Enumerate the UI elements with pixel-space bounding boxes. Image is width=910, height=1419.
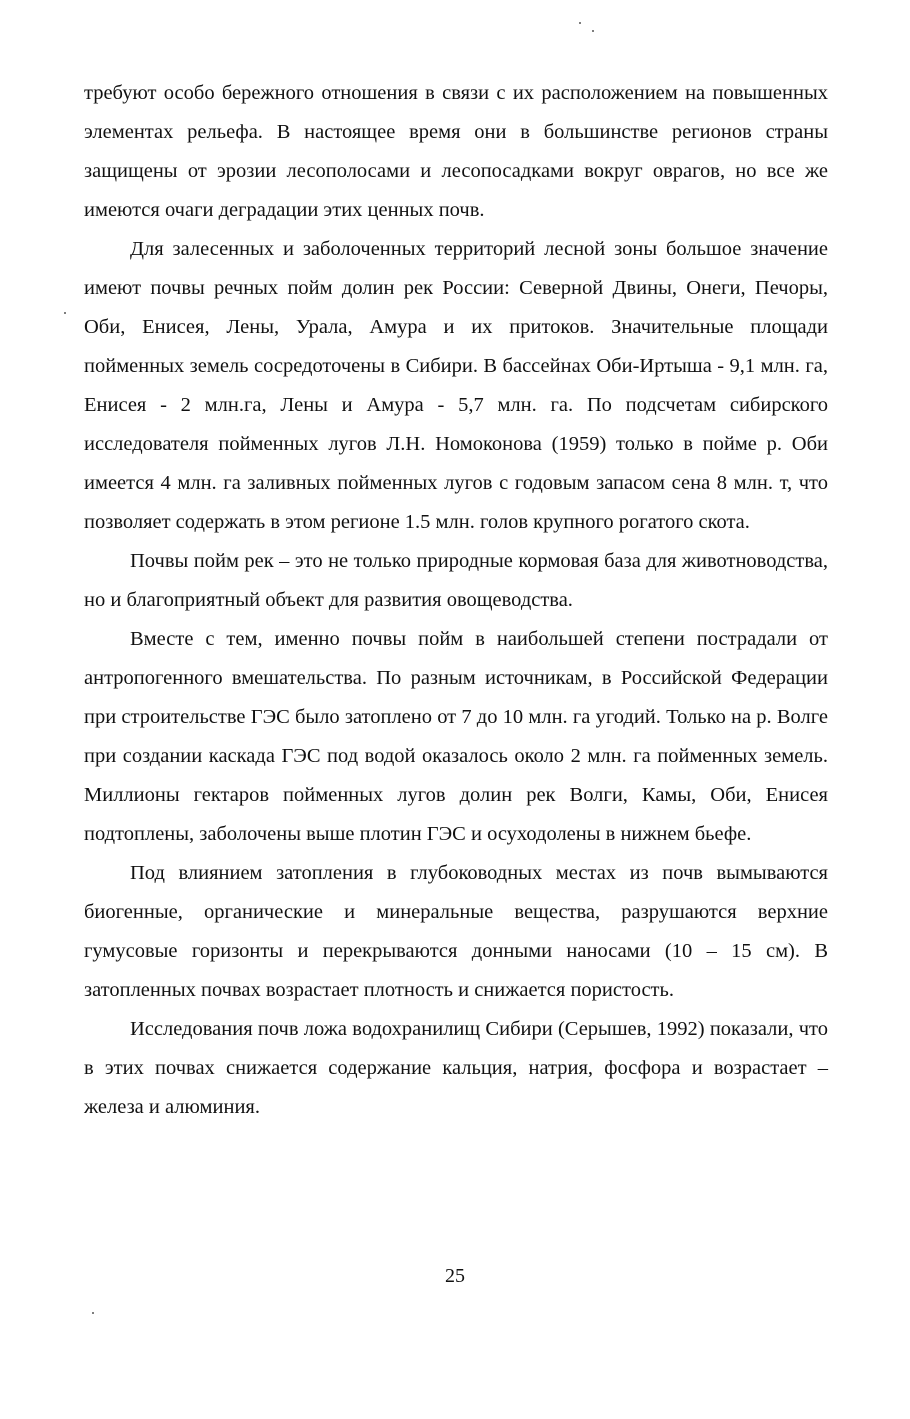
scan-speck <box>64 312 66 314</box>
page-body <box>84 74 828 1127</box>
paragraph-2: Для залесенных и заболоченных территорий лесной зоны большое значение имеют почвы речных пойм долин рек России: Северной Двины, Онеги, Печоры, Оби, Енисея, Лены, Урала, Амура и их притоков. Значительные площади пойменных земель сосредоточены в Сибири. В бассейнах Оби-Иртыша - 9,1 млн. га, Енисея - 2 млн.га, Лены и Амура - 5,7 млн. га. По подсчетам сибирского исследователя пойменных лугов Л.Н. Номоконова (1959) только в пойме р. Оби имеется 4 млн. га заливных пойменных лугов с годовым запасом сена 8 млн. т, что позволяет содержать в этом регионе 1.5 млн. голов крупного рогатого скота. <box>84 238 828 533</box>
paragraph-3: Почвы пойм рек – это не только природные кормовая база для животноводства, но и благоприятный объект для развития овощеводства. <box>84 550 828 611</box>
scan-speck <box>592 30 594 32</box>
scan-speck <box>92 1312 94 1314</box>
scan-speck <box>579 22 581 24</box>
paragraph-6: Исследования почв ложа водохранилищ Сибири (Серышев, 1992) показали, что в этих почвах снижается содержание кальция, натрия, фосфора и возрастает – железа и алюминия. <box>84 1018 828 1118</box>
page-number: 25 <box>445 1265 465 1287</box>
paragraph-1: требуют особо бережного отношения в связи с их расположением на повышенных элементах рельефа. В настоящее время они в большинстве регионов страны защищены от эрозии лесополосами и лесопосадками вокруг оврагов, но все же имеются очаги деградации этих ценных почв. <box>84 82 828 221</box>
paragraph-4: Вместе с тем, именно почвы пойм в наибольшей степени пострадали от антропогенного вмешательства. По разным источникам, в Российской Федерации при строительстве ГЭС было затоплено от 7 до 10 млн. га угодий. Только на р. Волге при создании каскада ГЭС под водой оказалось около 2 млн. га пойменных земель. Миллионы гектаров пойменных лугов долин рек Волги, Камы, Оби, Енисея подтоплены, заболочены выше плотин ГЭС и осуходолены в нижнем бьефе. <box>84 628 828 845</box>
paragraph-5: Под влиянием затопления в глубоководных местах из почв вымываются биогенные, органические и минеральные вещества, разрушаются верхние гумусовые горизонты и перекрываются донными наносами (10 – 15 см). В затопленных почвах возрастает плотность и снижается пористость. <box>84 862 828 1001</box>
